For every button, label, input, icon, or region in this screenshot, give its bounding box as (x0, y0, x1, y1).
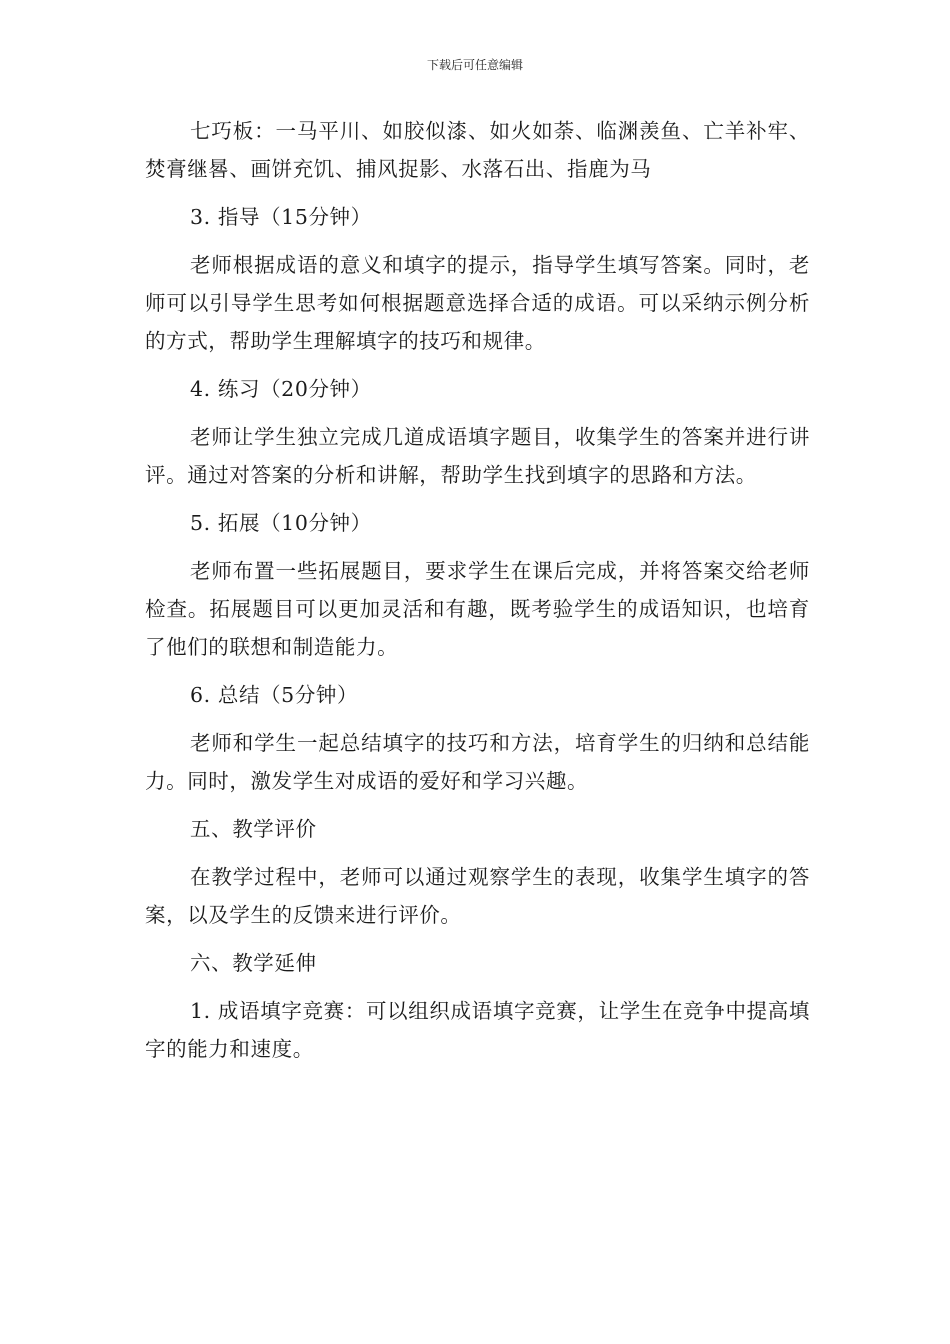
section-heading-evaluation: 五、教学评价 (190, 817, 317, 841)
paragraph-summary: 老师和学生一起总结填字的技巧和方法，培育学生的归纳和总结能力。同时，激发学生对成语的爱好和学习兴趣。 (145, 731, 810, 793)
section-heading-summary: 6. 总结（5分钟） (190, 683, 359, 707)
document-body (145, 112, 810, 1068)
section-heading-teaching-extension: 六、教学延伸 (190, 951, 317, 975)
paragraph-idiom-competition: 1. 成语填字竞赛：可以组织成语填字竞赛，让学生在竞争中提高填字的能力和速度。 (145, 999, 810, 1061)
paragraph-guidance: 老师根据成语的意义和填字的提示，指导学生填写答案。同时，老师可以引导学生思考如何根据题意选择合适的成语。可以采纳示例分析的方式，帮助学生理解填字的技巧和规律。 (145, 253, 810, 353)
section-heading-extension: 5. 拓展（10分钟） (190, 511, 372, 535)
section-heading-practice: 4. 练习（20分钟） (190, 377, 372, 401)
section-heading-guidance: 3. 指导（15分钟） (190, 205, 372, 229)
paragraph-tangram-idioms: 七巧板：一马平川、如胶似漆、如火如荼、临渊羡鱼、亡羊补牢、焚膏继晷、画饼充饥、捕风捉影、水落石出、指鹿为马 (145, 119, 810, 181)
paragraph-extension: 老师布置一些拓展题目，要求学生在课后完成，并将答案交给老师检查。拓展题目可以更加灵活和有趣，既考验学生的成语知识，也培育了他们的联想和制造能力。 (145, 559, 810, 659)
paragraph-evaluation: 在教学过程中，老师可以通过观察学生的表现，收集学生填字的答案，以及学生的反馈来进行评价。 (145, 865, 810, 927)
paragraph-practice: 老师让学生独立完成几道成语填字题目，收集学生的答案并进行讲评。通过对答案的分析和讲解，帮助学生找到填字的思路和方法。 (145, 425, 810, 487)
page-header: 下载后可任意编辑 (426, 58, 523, 72)
